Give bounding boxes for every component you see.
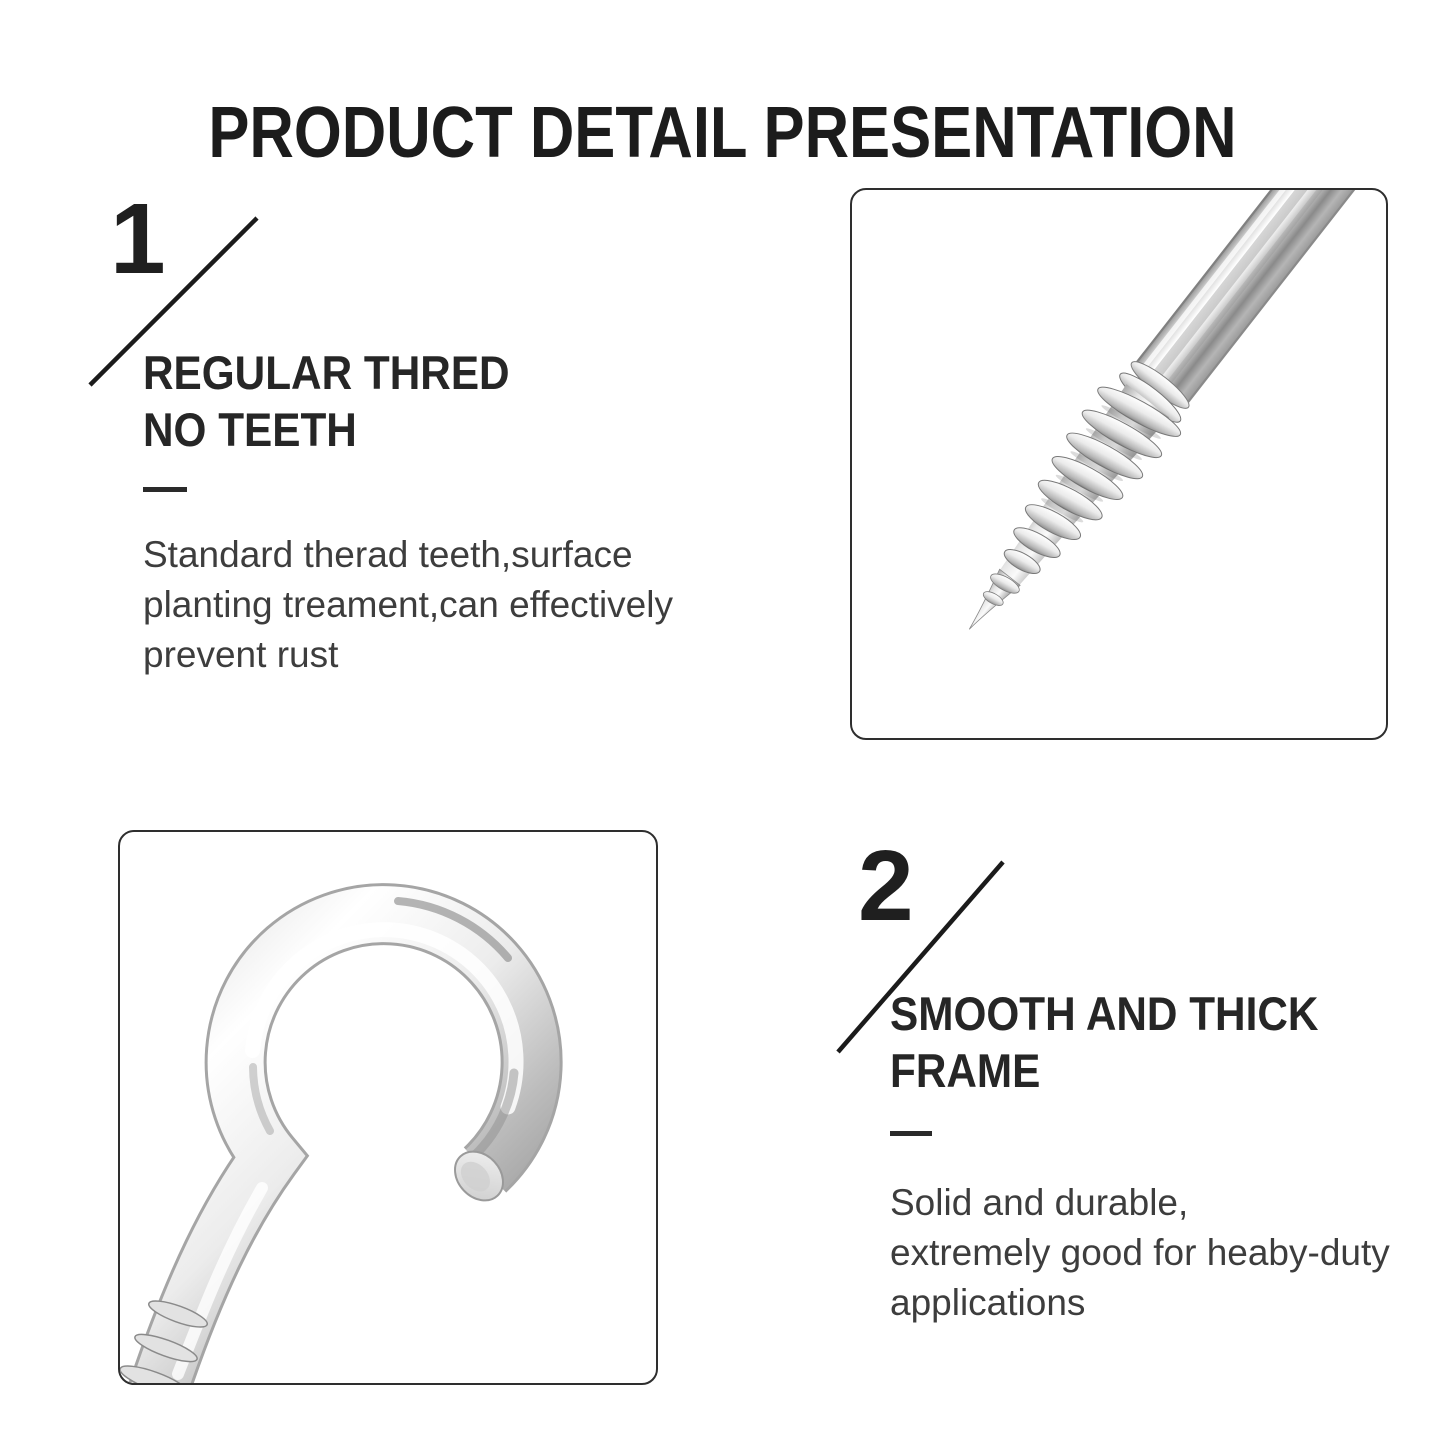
feature-2-heading-line: SMOOTH AND THICK bbox=[890, 987, 1319, 1040]
feature-2-heading bbox=[890, 985, 1318, 1099]
hook-eye-photo-box bbox=[118, 830, 658, 1385]
feature-1-heading-line: NO TEETH bbox=[143, 403, 357, 456]
screw-thread-photo-box bbox=[850, 188, 1388, 740]
feature-1-heading bbox=[143, 344, 510, 458]
feature-1-number: 1 bbox=[110, 183, 166, 295]
feature-1-body-line: Standard therad teeth,surface bbox=[143, 534, 633, 575]
hook-eye-figure bbox=[120, 832, 656, 1383]
feature-1-body-line: prevent rust bbox=[143, 634, 339, 675]
feature-2-number: 2 bbox=[858, 830, 914, 942]
feature-1-heading-line: REGULAR THRED bbox=[143, 346, 510, 399]
page-title: PRODUCT DETAIL PRESENTATION bbox=[208, 93, 1237, 174]
feature-1-body bbox=[143, 530, 673, 680]
feature-2-heading-line: FRAME bbox=[890, 1044, 1041, 1097]
feature-2-body bbox=[890, 1178, 1390, 1328]
feature-2-body-line: applications bbox=[890, 1282, 1086, 1323]
screw-thread-figure bbox=[852, 190, 1386, 738]
feature-2-body-line: extremely good for heaby-duty bbox=[890, 1232, 1390, 1273]
feature-2-body-line: Solid and durable, bbox=[890, 1182, 1189, 1223]
feature-2-underline-dash bbox=[890, 1131, 932, 1136]
feature-1-underline-dash bbox=[143, 487, 187, 492]
feature-1-body-line: planting treament,can effectively bbox=[143, 584, 673, 625]
